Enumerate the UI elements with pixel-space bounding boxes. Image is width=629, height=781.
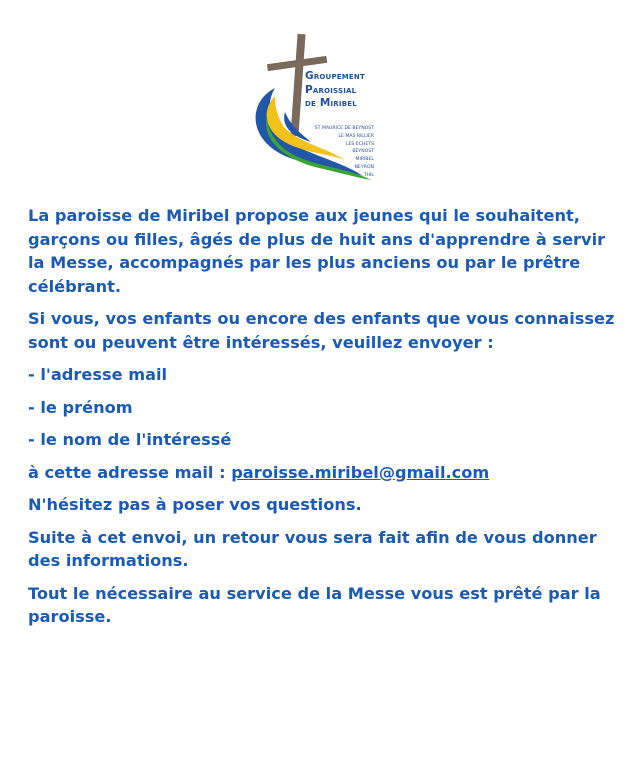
email-line — [28, 461, 618, 485]
list-item-lastname: - le nom de l'intéressé — [28, 430, 232, 449]
closing-paragraph: Tout le nécessaire au service de la Messe vous est prêté par la paroisse. — [28, 583, 601, 626]
logo-title-line: Paroissial — [305, 83, 357, 96]
followup-paragraph: Suite à cet envoi, un retour vous sera fait afin de vous donner des informations. — [28, 527, 597, 570]
list-item-email: - l'adresse mail — [28, 365, 168, 384]
list-item-firstname: - le prénom — [28, 397, 133, 417]
parish-name: ST MAURICE DE BEYNOST — [314, 126, 374, 131]
logo-title-line: de Miribel — [305, 97, 357, 109]
announcement-body — [28, 204, 618, 638]
cross-vertical — [290, 34, 305, 136]
email-link[interactable]: paroisse.miribel@gmail.com — [231, 462, 490, 482]
parish-name: THIL — [363, 172, 374, 178]
intro-paragraph: La paroisse de Miribel propose aux jeunes qui le souhaitent, garçons ou filles, âgés de plus de huit ans d'apprendre à servir la Messe, accompagnés par les plus anciens ou par le prêtre célébrant. — [28, 206, 606, 296]
parish-name: BEYNOST — [352, 149, 374, 155]
email-prefix: à cette adresse mail : — [28, 462, 232, 482]
request-paragraph: Si vous, vos enfants ou encore des enfants que vous connaissez sont ou peuvent être intéressés, veuillez envoyer : — [28, 309, 615, 352]
parish-name: LE MAS RILLIER — [338, 133, 374, 139]
parish-logo — [245, 30, 390, 182]
parish-name: NEYRON — [354, 164, 374, 170]
parish-name: LES ECHETS — [345, 141, 374, 147]
logo-title-line: Groupement — [305, 70, 365, 82]
questions-paragraph: N'hésitez pas à poser vos questions. — [28, 495, 362, 514]
logo-parish-list — [314, 125, 374, 180]
logo-title — [305, 70, 365, 111]
parish-name: MIRIBEL — [355, 157, 374, 163]
